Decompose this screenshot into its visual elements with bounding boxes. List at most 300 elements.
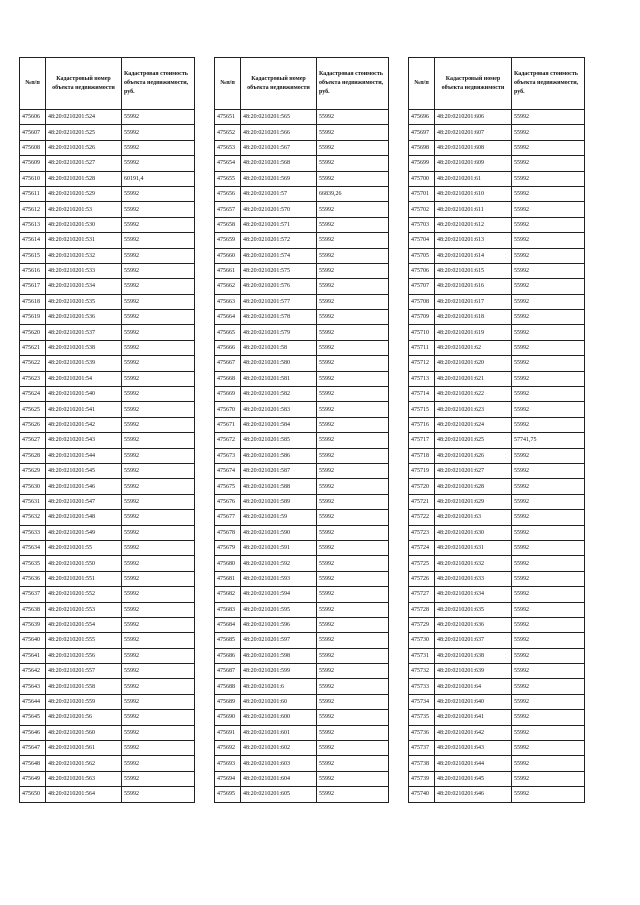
row-number-cell: 475698: [409, 140, 435, 155]
table-header-row: [215, 58, 389, 110]
cadastral-cost-cell: 55992: [122, 494, 195, 509]
table-row: [215, 694, 389, 709]
cadastral-number-cell: 48:20:0210201:611: [435, 202, 512, 217]
cadastral-cost-cell: 55992: [317, 587, 389, 602]
table-row: [215, 248, 389, 263]
table-row: [215, 217, 389, 232]
table-row: [20, 310, 195, 325]
row-number-cell: 475687: [215, 664, 241, 679]
table-row: [215, 340, 389, 355]
table-row: [215, 448, 389, 463]
cadastral-cost-cell: 55992: [122, 125, 195, 140]
cadastral-number-cell: 48:20:0210201:620: [435, 356, 512, 371]
row-number-cell: 475617: [20, 279, 46, 294]
table-row: [215, 479, 389, 494]
table-row: [20, 402, 195, 417]
cadastral-number-cell: 48:20:0210201:593: [241, 571, 317, 586]
row-number-cell: 475677: [215, 510, 241, 525]
cadastral-number-cell: 48:20:0210201:597: [241, 633, 317, 648]
cadastral-cost-cell: 57741,75: [512, 433, 585, 448]
cadastral-cost-cell: 55992: [317, 448, 389, 463]
cadastral-cost-cell: 55992: [512, 186, 585, 201]
cadastral-number-cell: 48:20:0210201:632: [435, 556, 512, 571]
cadastral-number-cell: 48:20:0210201:578: [241, 310, 317, 325]
cadastral-cost-cell: 55992: [317, 510, 389, 525]
row-number-cell: 475676: [215, 494, 241, 509]
row-number-cell: 475706: [409, 263, 435, 278]
row-number-cell: 475634: [20, 540, 46, 555]
cadastral-cost-cell: 55992: [317, 140, 389, 155]
cadastral-cost-cell: 55992: [122, 140, 195, 155]
row-number-cell: 475740: [409, 787, 435, 802]
row-number-cell: 475739: [409, 771, 435, 786]
row-number-cell: 475624: [20, 387, 46, 402]
cadastral-number-cell: 48:20:0210201:569: [241, 171, 317, 186]
cadastral-cost-cell: 55992: [512, 356, 585, 371]
cadastral-cost-cell: 55992: [512, 556, 585, 571]
table-row: [215, 310, 389, 325]
row-number-cell: 475630: [20, 479, 46, 494]
row-number-cell: 475653: [215, 140, 241, 155]
cadastral-number-cell: 48:20:0210201:618: [435, 310, 512, 325]
cadastral-number-cell: 48:20:0210201:544: [46, 448, 122, 463]
table-row: [409, 771, 585, 786]
row-number-cell: 475623: [20, 371, 46, 386]
row-number-cell: 475710: [409, 325, 435, 340]
table-row: [20, 510, 195, 525]
table-row: [20, 387, 195, 402]
row-number-cell: 475651: [215, 110, 241, 125]
cadastral-cost-cell: 55992: [122, 156, 195, 171]
table-row: [409, 233, 585, 248]
table-row: [20, 248, 195, 263]
row-number-cell: 475726: [409, 571, 435, 586]
row-number-cell: 475622: [20, 356, 46, 371]
row-number-cell: 475649: [20, 771, 46, 786]
table-row: [215, 602, 389, 617]
row-number-cell: 475633: [20, 525, 46, 540]
table-row: [20, 325, 195, 340]
row-number-cell: 475629: [20, 463, 46, 478]
row-number-cell: 475670: [215, 402, 241, 417]
cadastral-number-cell: 48:20:0210201:584: [241, 417, 317, 432]
cadastral-number-cell: 48:20:0210201:638: [435, 648, 512, 663]
cadastral-number-cell: 48:20:0210201:587: [241, 463, 317, 478]
cadastral-cost-cell: 55992: [317, 202, 389, 217]
cadastral-cost-cell: 55992: [122, 479, 195, 494]
row-number-cell: 475723: [409, 525, 435, 540]
cadastral-cost-cell: 66839,26: [317, 186, 389, 201]
row-number-cell: 475661: [215, 263, 241, 278]
table-row: [409, 648, 585, 663]
row-number-cell: 475636: [20, 571, 46, 586]
row-number-cell: 475647: [20, 741, 46, 756]
cadastral-number-cell: 48:20:0210201:567: [241, 140, 317, 155]
cadastral-table-3: [408, 57, 585, 803]
table-row: [20, 202, 195, 217]
row-number-cell: 475643: [20, 679, 46, 694]
cadastral-cost-cell: 55992: [122, 756, 195, 771]
cadastral-number-cell: 48:20:0210201:628: [435, 479, 512, 494]
cadastral-cost-cell: 55992: [512, 248, 585, 263]
cadastral-number-cell: 48:20:0210201:591: [241, 540, 317, 555]
row-number-cell: 475720: [409, 479, 435, 494]
cadastral-cost-cell: 55992: [512, 371, 585, 386]
cadastral-table-2: [214, 57, 389, 803]
row-number-cell: 475731: [409, 648, 435, 663]
cadastral-number-cell: 48:20:0210201:644: [435, 756, 512, 771]
cadastral-cost-cell: 55992: [512, 171, 585, 186]
table-row: [20, 710, 195, 725]
cadastral-number-cell: 48:20:0210201:568: [241, 156, 317, 171]
cadastral-number-cell: 48:20:0210201:600: [241, 710, 317, 725]
table-row: [409, 633, 585, 648]
cadastral-cost-cell: 55992: [122, 633, 195, 648]
row-number-cell: 475618: [20, 294, 46, 309]
cadastral-number-cell: 48:20:0210201:614: [435, 248, 512, 263]
row-number-cell: 475715: [409, 402, 435, 417]
cadastral-number-cell: 48:20:0210201:637: [435, 633, 512, 648]
table-row: [409, 171, 585, 186]
row-number-cell: 475707: [409, 279, 435, 294]
table-row: [409, 587, 585, 602]
cadastral-cost-cell: 55992: [317, 371, 389, 386]
cadastral-cost-cell: 55992: [122, 371, 195, 386]
table-row: [20, 371, 195, 386]
cadastral-number-cell: 48:20:0210201:581: [241, 371, 317, 386]
row-number-cell: 475694: [215, 771, 241, 786]
cadastral-number-cell: 48:20:0210201:582: [241, 387, 317, 402]
row-number-cell: 475619: [20, 310, 46, 325]
cadastral-cost-cell: 55992: [512, 617, 585, 632]
cadastral-number-cell: 48:20:0210201:640: [435, 694, 512, 709]
header-cadastral-cost: Кадастровая стоимость объекта недвижимости, руб.: [317, 58, 389, 110]
row-number-cell: 475714: [409, 387, 435, 402]
table-row: [215, 556, 389, 571]
table-row: [409, 479, 585, 494]
row-number-cell: 475721: [409, 494, 435, 509]
cadastral-number-cell: 48:20:0210201:603: [241, 756, 317, 771]
table-row: [215, 648, 389, 663]
row-number-cell: 475729: [409, 617, 435, 632]
cadastral-number-cell: 48:20:0210201:606: [435, 110, 512, 125]
cadastral-number-cell: 48:20:0210201:577: [241, 294, 317, 309]
row-number-cell: 475615: [20, 248, 46, 263]
table-row: [409, 156, 585, 171]
row-number-cell: 475658: [215, 217, 241, 232]
row-number-cell: 475696: [409, 110, 435, 125]
cadastral-cost-cell: 55992: [317, 741, 389, 756]
cadastral-number-cell: 48:20:0210201:63: [435, 510, 512, 525]
cadastral-number-cell: 48:20:0210201:56: [46, 710, 122, 725]
cadastral-cost-cell: 55992: [512, 756, 585, 771]
table-row: [20, 571, 195, 586]
cadastral-cost-cell: 55992: [317, 710, 389, 725]
row-number-cell: 475735: [409, 710, 435, 725]
table-row: [409, 448, 585, 463]
cadastral-cost-cell: 55992: [512, 725, 585, 740]
cadastral-number-cell: 48:20:0210201:542: [46, 417, 122, 432]
table-row: [409, 371, 585, 386]
cadastral-cost-cell: 55992: [122, 510, 195, 525]
cadastral-cost-cell: 55992: [122, 402, 195, 417]
cadastral-number-cell: 48:20:0210201:555: [46, 633, 122, 648]
row-number-cell: 475686: [215, 648, 241, 663]
cadastral-number-cell: 48:20:0210201:572: [241, 233, 317, 248]
cadastral-number-cell: 48:20:0210201:588: [241, 479, 317, 494]
table-row: [20, 479, 195, 494]
table-row: [20, 540, 195, 555]
table-row: [215, 540, 389, 555]
cadastral-cost-cell: 55992: [317, 402, 389, 417]
cadastral-cost-cell: 55992: [317, 602, 389, 617]
cadastral-number-cell: 48:20:0210201:59: [241, 510, 317, 525]
row-number-cell: 475666: [215, 340, 241, 355]
table-row: [20, 525, 195, 540]
row-number-cell: 475616: [20, 263, 46, 278]
table-row: [215, 463, 389, 478]
header-cadastral-number: Кадастровый номер объекта недвижимости: [241, 58, 317, 110]
cadastral-cost-cell: 55992: [317, 648, 389, 663]
table-row: [409, 125, 585, 140]
cadastral-number-cell: 48:20:0210201:619: [435, 325, 512, 340]
cadastral-number-cell: 48:20:0210201:563: [46, 771, 122, 786]
row-number-cell: 475719: [409, 463, 435, 478]
row-number-cell: 475675: [215, 479, 241, 494]
row-number-cell: 475713: [409, 371, 435, 386]
table-row: [20, 233, 195, 248]
row-number-cell: 475679: [215, 540, 241, 555]
table-row: [20, 617, 195, 632]
cadastral-cost-cell: 55992: [122, 787, 195, 802]
cadastral-cost-cell: 55992: [122, 587, 195, 602]
table-row: [409, 387, 585, 402]
table-row: [20, 433, 195, 448]
cadastral-cost-cell: 55992: [512, 510, 585, 525]
cadastral-cost-cell: 55992: [512, 571, 585, 586]
cadastral-number-cell: 48:20:0210201:554: [46, 617, 122, 632]
cadastral-number-cell: 48:20:0210201:556: [46, 648, 122, 663]
table-row: [215, 186, 389, 201]
row-number-cell: 475712: [409, 356, 435, 371]
table-row: [409, 741, 585, 756]
cadastral-number-cell: 48:20:0210201:633: [435, 571, 512, 586]
table-row: [215, 679, 389, 694]
table-row: [215, 417, 389, 432]
cadastral-number-cell: 48:20:0210201:60: [241, 694, 317, 709]
cadastral-number-cell: 48:20:0210201:630: [435, 525, 512, 540]
cadastral-number-cell: 48:20:0210201:524: [46, 110, 122, 125]
table-row: [409, 694, 585, 709]
cadastral-number-cell: 48:20:0210201:612: [435, 217, 512, 232]
cadastral-cost-cell: 55992: [317, 263, 389, 278]
cadastral-cost-cell: 55992: [512, 771, 585, 786]
row-number-cell: 475685: [215, 633, 241, 648]
row-number-cell: 475664: [215, 310, 241, 325]
table-row: [20, 633, 195, 648]
cadastral-cost-cell: 55992: [122, 217, 195, 232]
header-cadastral-number: Кадастровый номер объекта недвижимости: [46, 58, 122, 110]
row-number-cell: 475612: [20, 202, 46, 217]
table-row: [409, 556, 585, 571]
row-number-cell: 475727: [409, 587, 435, 602]
cadastral-number-cell: 48:20:0210201:553: [46, 602, 122, 617]
cadastral-cost-cell: 55992: [317, 356, 389, 371]
row-number-cell: 475607: [20, 125, 46, 140]
table-row: [20, 448, 195, 463]
table-row: [215, 756, 389, 771]
table-row: [20, 110, 195, 125]
row-number-cell: 475654: [215, 156, 241, 171]
table-row: [20, 787, 195, 802]
cadastral-number-cell: 48:20:0210201:622: [435, 387, 512, 402]
row-number-cell: 475635: [20, 556, 46, 571]
table-row: [409, 725, 585, 740]
table-row: [215, 771, 389, 786]
cadastral-cost-cell: 55992: [512, 587, 585, 602]
table-row: [215, 633, 389, 648]
cadastral-number-cell: 48:20:0210201:639: [435, 664, 512, 679]
row-number-cell: 475621: [20, 340, 46, 355]
table-row: [20, 217, 195, 232]
cadastral-number-cell: 48:20:0210201:627: [435, 463, 512, 478]
cadastral-cost-cell: 55992: [512, 479, 585, 494]
table-row: [409, 186, 585, 201]
cadastral-number-cell: 48:20:0210201:594: [241, 587, 317, 602]
cadastral-number-cell: 48:20:0210201:636: [435, 617, 512, 632]
table-row: [20, 494, 195, 509]
cadastral-number-cell: 48:20:0210201:615: [435, 263, 512, 278]
cadastral-cost-cell: 55992: [122, 463, 195, 478]
cadastral-number-cell: 48:20:0210201:598: [241, 648, 317, 663]
cadastral-number-cell: 48:20:0210201:528: [46, 171, 122, 186]
cadastral-number-cell: 48:20:0210201:531: [46, 233, 122, 248]
table-row: [409, 402, 585, 417]
table-row: [409, 787, 585, 802]
cadastral-number-cell: 48:20:0210201:560: [46, 725, 122, 740]
table-row: [409, 433, 585, 448]
table-row: [215, 325, 389, 340]
cadastral-cost-cell: 55992: [122, 556, 195, 571]
cadastral-cost-cell: 55992: [512, 540, 585, 555]
table-row: [409, 248, 585, 263]
cadastral-number-cell: 48:20:0210201:576: [241, 279, 317, 294]
cadastral-cost-cell: 55992: [512, 263, 585, 278]
table-row: [409, 417, 585, 432]
table-row: [409, 525, 585, 540]
cadastral-number-cell: 48:20:0210201:599: [241, 664, 317, 679]
table-row: [215, 510, 389, 525]
cadastral-cost-cell: 55992: [317, 217, 389, 232]
row-number-cell: 475639: [20, 617, 46, 632]
cadastral-number-cell: 48:20:0210201:608: [435, 140, 512, 155]
cadastral-cost-cell: 55992: [122, 340, 195, 355]
table-body: [215, 110, 389, 803]
cadastral-number-cell: 48:20:0210201:613: [435, 233, 512, 248]
cadastral-cost-cell: 55992: [317, 571, 389, 586]
cadastral-cost-cell: 55992: [317, 125, 389, 140]
row-number-cell: 475673: [215, 448, 241, 463]
header-number: №п/п: [409, 58, 435, 110]
cadastral-cost-cell: 55992: [317, 340, 389, 355]
cadastral-number-cell: 48:20:0210201:605: [241, 787, 317, 802]
cadastral-cost-cell: 55992: [512, 310, 585, 325]
table-row: [215, 263, 389, 278]
table-row: [20, 294, 195, 309]
row-number-cell: 475628: [20, 448, 46, 463]
row-number-cell: 475671: [215, 417, 241, 432]
cadastral-cost-cell: 55992: [512, 325, 585, 340]
row-number-cell: 475697: [409, 125, 435, 140]
cadastral-cost-cell: 55992: [122, 110, 195, 125]
cadastral-cost-cell: 55992: [512, 340, 585, 355]
cadastral-cost-cell: 55992: [122, 263, 195, 278]
row-number-cell: 475609: [20, 156, 46, 171]
cadastral-number-cell: 48:20:0210201:643: [435, 741, 512, 756]
cadastral-number-cell: 48:20:0210201:53: [46, 202, 122, 217]
row-number-cell: 475640: [20, 633, 46, 648]
table-row: [215, 140, 389, 155]
cadastral-cost-cell: 55992: [317, 525, 389, 540]
table-row: [215, 741, 389, 756]
cadastral-number-cell: 48:20:0210201:529: [46, 186, 122, 201]
cadastral-cost-cell: 55992: [317, 664, 389, 679]
row-number-cell: 475683: [215, 602, 241, 617]
row-number-cell: 475699: [409, 156, 435, 171]
cadastral-number-cell: 48:20:0210201:64: [435, 679, 512, 694]
cadastral-cost-cell: 55992: [317, 771, 389, 786]
table-row: [215, 402, 389, 417]
table-row: [20, 648, 195, 663]
row-number-cell: 475620: [20, 325, 46, 340]
table-body: [409, 110, 585, 803]
cadastral-cost-cell: 55992: [317, 756, 389, 771]
table-row: [20, 602, 195, 617]
cadastral-number-cell: 48:20:0210201:527: [46, 156, 122, 171]
cadastral-number-cell: 48:20:0210201:610: [435, 186, 512, 201]
row-number-cell: 475662: [215, 279, 241, 294]
cadastral-number-cell: 48:20:0210201:535: [46, 294, 122, 309]
header-number: №п/п: [215, 58, 241, 110]
cadastral-cost-cell: 55992: [512, 679, 585, 694]
row-number-cell: 475718: [409, 448, 435, 463]
cadastral-number-cell: 48:20:0210201:526: [46, 140, 122, 155]
cadastral-cost-cell: 55992: [317, 310, 389, 325]
cadastral-cost-cell: 55992: [317, 633, 389, 648]
cadastral-cost-cell: 55992: [512, 463, 585, 478]
cadastral-number-cell: 48:20:0210201:634: [435, 587, 512, 602]
table-row: [409, 617, 585, 632]
cadastral-number-cell: 48:20:0210201:575: [241, 263, 317, 278]
table-row: [409, 263, 585, 278]
row-number-cell: 475682: [215, 587, 241, 602]
table-row: [20, 140, 195, 155]
table-row: [215, 617, 389, 632]
row-number-cell: 475688: [215, 679, 241, 694]
cadastral-number-cell: 48:20:0210201:564: [46, 787, 122, 802]
row-number-cell: 475709: [409, 310, 435, 325]
table-row: [20, 664, 195, 679]
cadastral-cost-cell: 55992: [122, 433, 195, 448]
table-row: [215, 433, 389, 448]
row-number-cell: 475631: [20, 494, 46, 509]
cadastral-number-cell: 48:20:0210201:571: [241, 217, 317, 232]
cadastral-number-cell: 48:20:0210201:534: [46, 279, 122, 294]
cadastral-number-cell: 48:20:0210201:62: [435, 340, 512, 355]
table-row: [20, 463, 195, 478]
table-row: [20, 125, 195, 140]
cadastral-cost-cell: 55992: [317, 156, 389, 171]
